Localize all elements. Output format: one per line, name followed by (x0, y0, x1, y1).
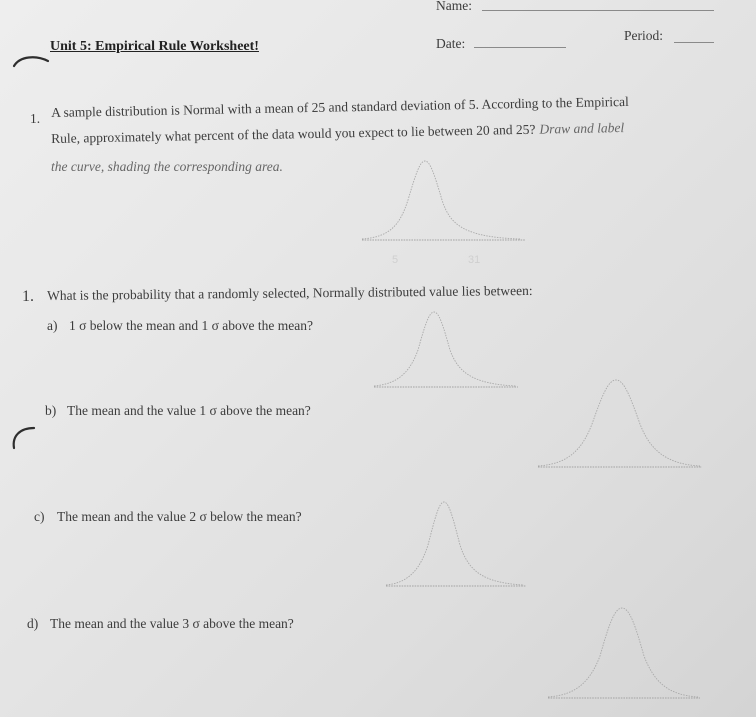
q2-number: 1. (22, 288, 34, 305)
q2-part-c-label: c) (34, 509, 45, 524)
q2-part-b-label: b) (45, 403, 57, 418)
date-blank (474, 47, 566, 48)
q1-line2-text: Rule, approximately what percent of the data would you expect to lie between 20 and 25? (51, 121, 536, 146)
q1-line2-italic: Draw and label (539, 119, 625, 137)
date-label: Date: (436, 36, 466, 51)
q2-part-d-text: The mean and the value 3 σ above the mean? (50, 616, 294, 631)
q1-line1: A sample distribution is Normal with a mean of 25 and standard deviation of 5. According to the Empirical (51, 93, 629, 120)
q2a-normal-curve (372, 300, 522, 392)
q1-line3: the curve, shading the corresponding area. (51, 159, 283, 174)
q2-part-a-label: a) (47, 318, 58, 333)
faint-bleedthrough-mark: 5 (392, 254, 399, 266)
q2-prompt: What is the probability that a randomly selected, Normally distributed value lies between: (47, 282, 533, 303)
q2d-normal-curve (546, 596, 702, 704)
name-label: Name: (436, 0, 472, 13)
q2-part-c-text: The mean and the value 2 σ below the mean? (57, 509, 302, 524)
faint-bleedthrough-mark-2: 31 (468, 254, 481, 266)
q2c-normal-curve (384, 490, 530, 592)
period-label: Period: (624, 28, 663, 43)
period-blank (674, 42, 714, 43)
q2-part-b-text: The mean and the value 1 σ above the mean? (67, 403, 311, 418)
q2-part-d-label: d) (27, 616, 39, 631)
q1-number: 1. (30, 111, 41, 126)
q1-normal-curve (360, 155, 530, 245)
binder-hole-mark-top (6, 50, 56, 80)
name-blank (482, 10, 714, 11)
q2-part-a-text: 1 σ below the mean and 1 σ above the mean? (69, 318, 313, 333)
q2b-normal-curve (536, 368, 704, 474)
worksheet-title: Unit 5: Empirical Rule Worksheet! (50, 39, 259, 54)
binder-hole-mark-middle (8, 420, 48, 460)
q1-line2 (51, 119, 624, 148)
